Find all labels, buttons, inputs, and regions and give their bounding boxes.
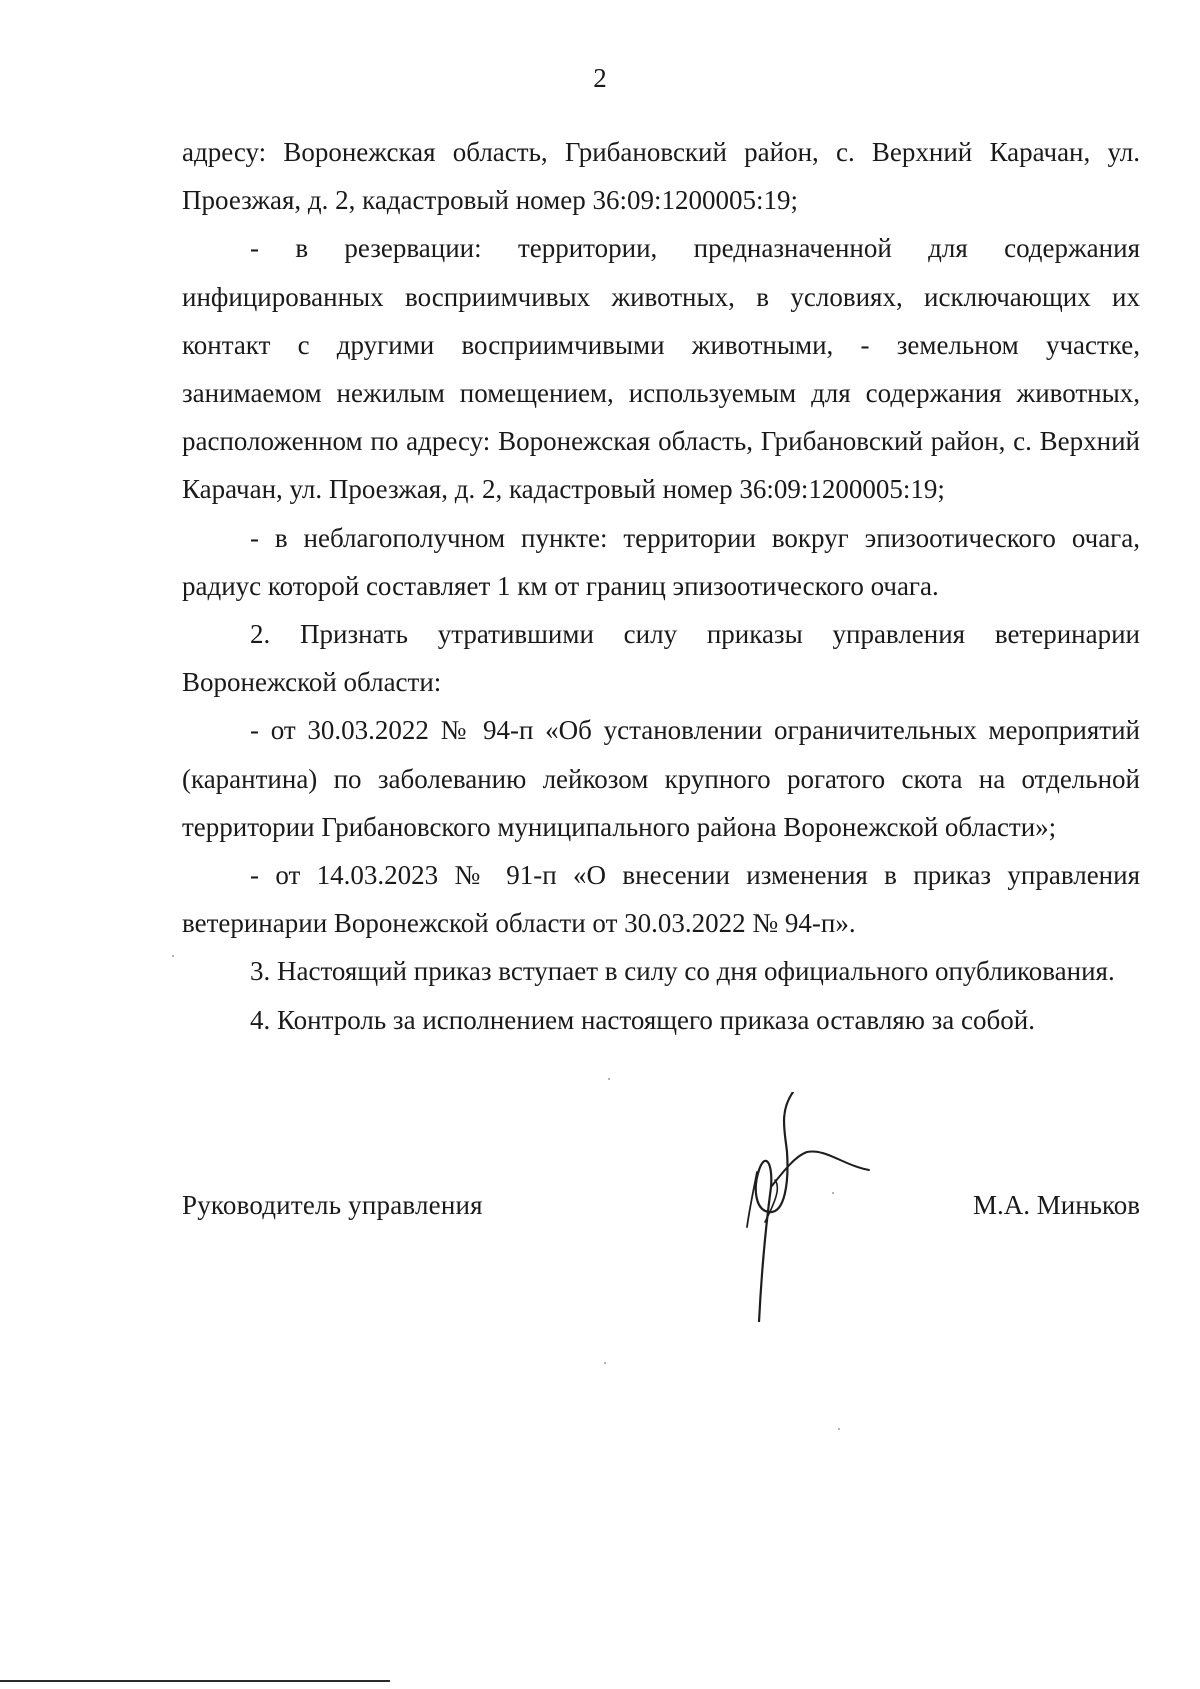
handwritten-signature: [735, 1092, 895, 1322]
scan-speck: [608, 1078, 610, 1080]
scan-edge-line: [0, 1680, 390, 1682]
paragraph-order-94: - от 30.03.2022 № 94-п «Об установлении ограничительных мероприятий (карантина) по заболеванию лейкозом крупного рогатого скота на отдельной территории Грибановского муниципального района Воронежской области»;: [182, 715, 1140, 842]
scan-speck: [604, 1362, 606, 1364]
paragraph-order-91: - от 14.03.2023 № 91-п «О внесении изменения в приказ управления ветеринарии Воронежской области от 30.03.2022 № 94-п».: [182, 860, 1140, 939]
scan-speck: [838, 1428, 840, 1430]
signatory-title: Руководитель управления: [182, 1190, 483, 1220]
paragraph-item-3: 3. Настоящий приказ вступает в силу со дня официального опубликования.: [250, 956, 1115, 987]
paragraph-item-2: 2. Признать утратившими силу приказы управления ветеринарии Воронежской области:: [182, 619, 1140, 698]
paragraph-unfavorable-point: - в неблагополучном пункте: территории вокруг эпизоотического очага, радиус которой составляет 1 км от границ эпизоотического очага.: [182, 522, 1140, 601]
signature-block: [182, 1180, 1140, 1240]
signatory-name: М.А. Миньков: [973, 1190, 1140, 1220]
scan-speck: [172, 955, 174, 957]
document-body: [182, 128, 1140, 1044]
paragraph-address-continuation: адресу: Воронежская область, Грибановский район, с. Верхний Карачан, ул. Проезжая, д. 2, кадастровый номер 36:09:1200005:19;: [182, 137, 1140, 216]
page-number: 2: [593, 63, 607, 93]
paragraph-item-4: 4. Контроль за исполнением настоящего приказа оставляю за собой.: [250, 1004, 1035, 1035]
paragraph-reservation: - в резервации: территории, предназначенной для содержания инфицированных восприимчивых животных, в условиях, исключающих их контакт с другими восприимчивыми животными, - земельном участке, занимаемом нежилым помещением, используемым для содержания животных, расположенном по адресу: Воронежская область, Грибановский район, с. Верхний Карачан, ул. Проезжая, д. 2, кадастровый номер 36:09:1200005:19;: [182, 233, 1140, 505]
scan-speck: [832, 1192, 834, 1194]
